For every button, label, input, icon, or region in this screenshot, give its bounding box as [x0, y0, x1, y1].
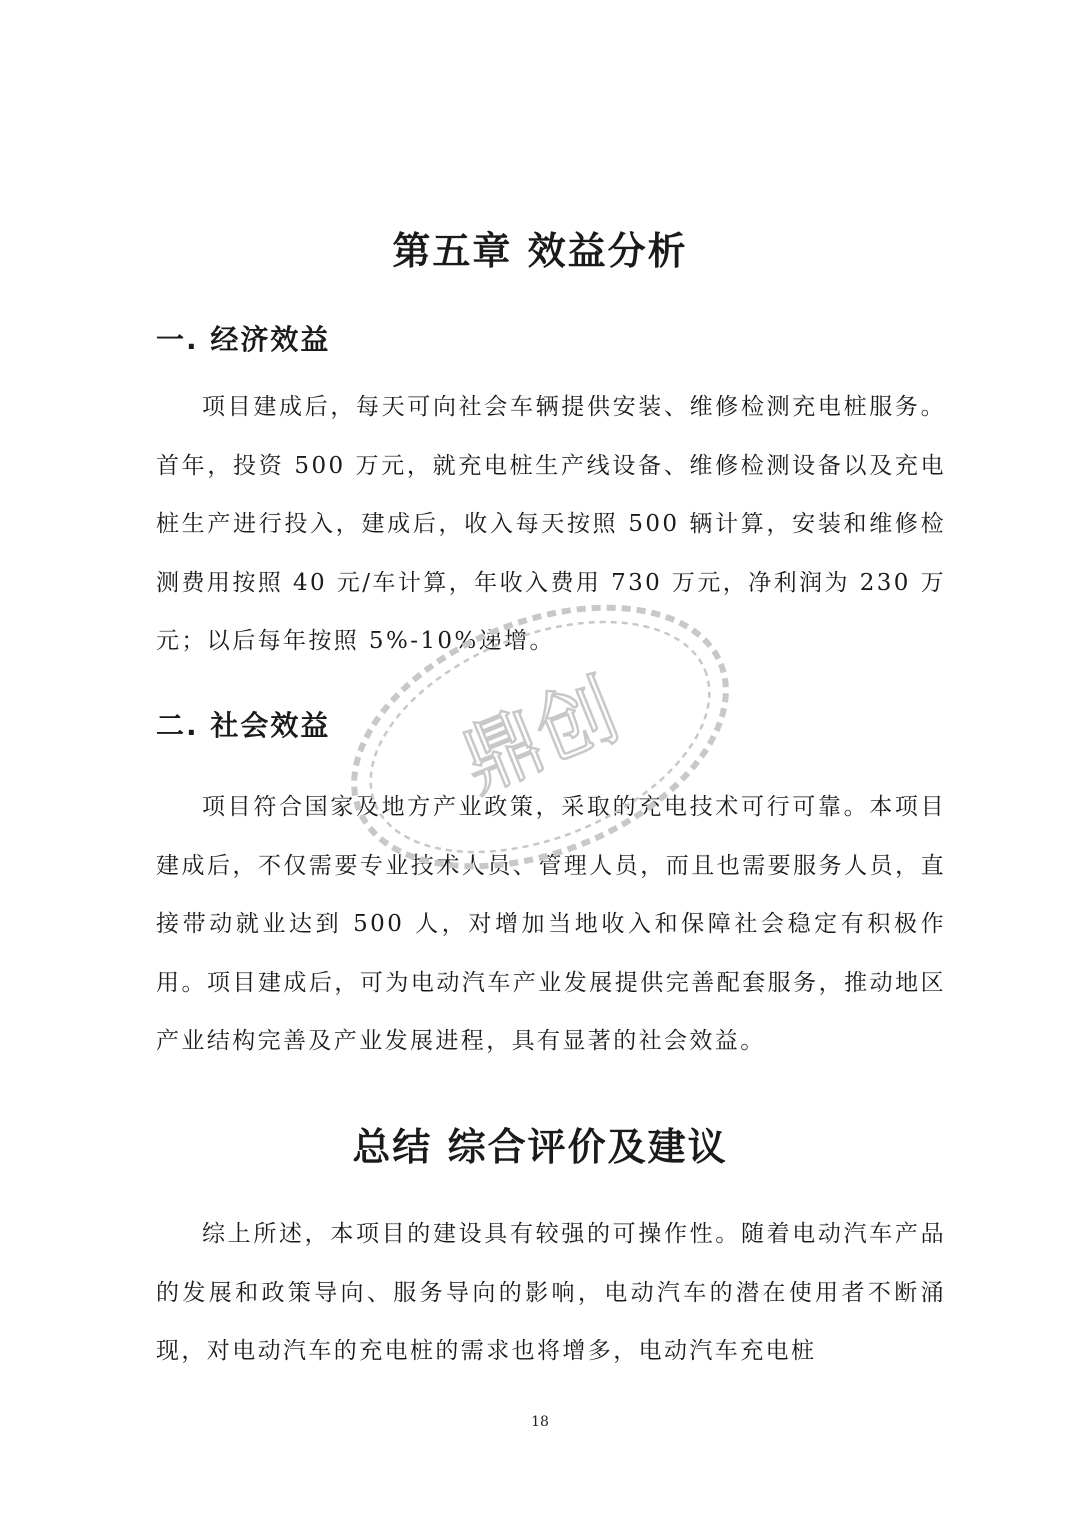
summary-title: 总结 综合评价及建议 [352, 1125, 728, 1169]
page-number: 18 [531, 1414, 549, 1430]
watermark-text: 鼎创 [448, 663, 632, 810]
chapter-title: 第五章 效益分析 [392, 229, 688, 273]
section-heading-social: 二. 社会效益 [156, 709, 331, 742]
paragraph-social-benefits: 项目符合国家及地方产业政策，采取的充电技术可行可靠。本项目建成后，不仅需要专业技术人员、管理人员，而且也需要服务人员，直接带动就业达到 500 人，对增加当地收入和保障社会稳定有积极作用。项目建成后，可为电动汽车产业发展提供完善配套服务，推动地区产业结构完善及产业发展进程，具有显著的社会效益。 [156, 794, 946, 1054]
section-heading-economic: 一. 经济效益 [156, 323, 331, 356]
paragraph-economic-benefits: 项目建成后，每天可向社会车辆提供安装、维修检测充电桩服务。首年，投资 500 万元，就充电桩生产线设备、维修检测设备以及充电桩生产进行投入，建成后，收入每天按照 500 辆计算，安装和维修检测费用按照 40 元/车计算，年收入费用 730 万元，净利润为 230 万元；以后每年按照 5%-10%递增。 [156, 394, 946, 654]
paragraph-summary: 综上所述，本项目的建设具有较强的可操作性。随着电动汽车产品的发展和政策导向、服务导向的影响，电动汽车的潜在使用者不断涌现，对电动汽车的充电桩的需求也将增多，电动汽车充电桩 [156, 1221, 946, 1364]
